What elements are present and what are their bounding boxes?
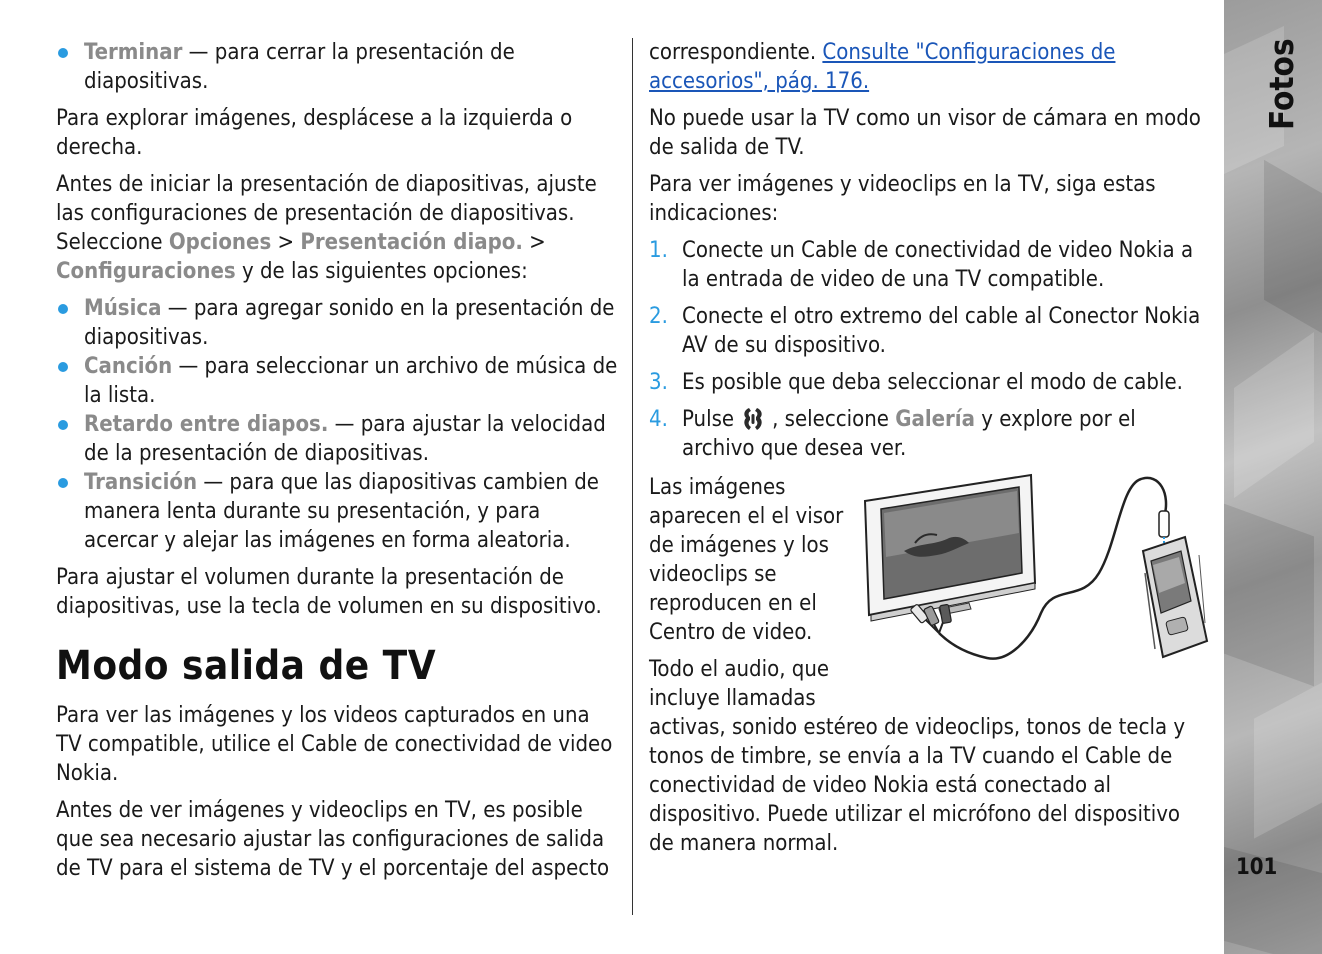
- list-item: [649, 302, 1211, 360]
- menu-term: Canción: [84, 354, 173, 379]
- section-heading: Modo salida de TV: [56, 643, 437, 689]
- tv-phone-illustration: [859, 473, 1211, 678]
- step-number: 3.: [649, 370, 668, 395]
- menu-term: Música: [84, 296, 162, 321]
- phone-icon: [1143, 537, 1207, 657]
- bullet-icon: [58, 304, 68, 314]
- column-divider: [632, 38, 633, 915]
- step-text: Pulse: [682, 407, 735, 432]
- tv-icon: [865, 475, 1035, 621]
- paragraph-steps-intro: Para ver imágenes y videoclips en la TV, siga estas indicaciones:: [649, 172, 1156, 226]
- menu-term: Transición: [84, 470, 198, 495]
- menu-term: Configuraciones: [56, 259, 236, 284]
- figure-side-text: [649, 473, 859, 713]
- left-column: [56, 38, 618, 891]
- step-number: 4.: [649, 407, 668, 432]
- list-item-text: — para ajustar la velocidad de la presentación de diapositivas.: [84, 412, 606, 466]
- bullet-icon: [58, 362, 68, 372]
- sidebar-facet: [1254, 681, 1322, 838]
- page-number: 101: [1236, 855, 1278, 880]
- menu-term: Terminar: [84, 40, 183, 65]
- step-text: Conecte el otro extremo del cable al Conector Nokia AV de su dispositivo.: [682, 304, 1201, 358]
- text-run: y de las siguientes opciones:: [235, 259, 528, 284]
- paragraph-tv-settings: Antes de ver imágenes y videoclips en TV, es posible que sea necesario ajustar las configuraciones de salida de TV para el sistema de TV y el porcentaje del aspecto: [56, 798, 610, 881]
- paragraph-viewfinder: No puede usar la TV como un visor de cámara en modo de salida de TV.: [649, 106, 1201, 160]
- step-number: 2.: [649, 304, 668, 329]
- paragraph-explore: Para explorar imágenes, desplácese a la izquierda o derecha.: [56, 106, 573, 160]
- bullet-list-terminar: [56, 38, 618, 96]
- menu-term: Galería: [895, 407, 975, 432]
- chapter-title: Fotos: [1262, 38, 1301, 130]
- paragraph-volume: Para ajustar el volumen durante la presentación de diapositivas, use la tecla de volumen en su dispositivo.: [56, 565, 602, 619]
- menu-key-icon: [740, 406, 766, 432]
- list-item: [649, 236, 1211, 294]
- right-column: [649, 38, 1211, 866]
- step-text: y explore por el archivo que desea ver.: [682, 407, 1136, 461]
- list-item-text: — para agregar sonido en la presentación de diapositivas.: [84, 296, 615, 350]
- list-item: [649, 368, 1211, 397]
- menu-separator: >: [271, 230, 301, 255]
- sidebar-facet: [1264, 160, 1322, 340]
- sidebar-facet: [1234, 332, 1314, 498]
- chapter-sidebar: [1224, 0, 1322, 954]
- step-number: 1.: [649, 238, 668, 263]
- list-item-text: — para cerrar la presentación de diapositivas.: [84, 40, 515, 94]
- text-run: correspondiente.: [649, 40, 823, 65]
- menu-separator: >: [522, 230, 546, 255]
- menu-term: Retardo entre diapos.: [84, 412, 329, 437]
- bullet-icon: [58, 478, 68, 488]
- options-list: [56, 294, 618, 555]
- step-text: Conecte un Cable de conectividad de video Nokia a la entrada de video de una TV compatible.: [682, 238, 1194, 292]
- list-item: [56, 38, 618, 96]
- paragraph-images: Las imágenes aparecen el el visor de imágenes y los videoclips se reproducen en el Centro de video.: [649, 475, 844, 645]
- list-item: [649, 405, 1211, 463]
- text-run: Antes de iniciar la presentación de diapositivas, ajuste las configuraciones de presentación de diapositivas. Seleccione: [56, 172, 597, 255]
- cross-reference-link[interactable]: Consulte "Configuraciones de accesorios", pág. 176.: [649, 40, 1116, 94]
- sidebar-facet: [1224, 504, 1314, 687]
- list-item-text: — para seleccionar un archivo de música de la lista.: [84, 354, 618, 408]
- menu-term: Presentación diapo.: [300, 230, 523, 255]
- figure-block: [649, 473, 1211, 713]
- bullet-icon: [58, 420, 68, 430]
- paragraph-audio-start: Todo el audio, que incluye llamadas: [649, 657, 830, 711]
- list-item: [56, 410, 618, 468]
- list-item: [56, 352, 618, 410]
- steps-list: [649, 236, 1211, 463]
- paragraph-audio-continued: activas, sonido estéreo de videoclips, tonos de tecla y tonos de timbre, se envía a la TV cuando el Cable de conectividad de video Nokia está conectado al dispositivo. Puede utilizar el micrófono del dispositivo de manera normal.: [649, 715, 1186, 856]
- step-text: Es posible que deba seleccionar el modo de cable.: [682, 370, 1183, 395]
- bullet-icon: [58, 48, 68, 58]
- paragraph-tv-intro: Para ver las imágenes y los videos capturados en una TV compatible, utilice el Cable de conectividad de video Nokia.: [56, 703, 613, 786]
- menu-term: Opciones: [168, 230, 272, 255]
- list-item: [56, 468, 618, 555]
- paragraph-before-slideshow: [56, 170, 618, 286]
- paragraph-continued: [649, 38, 1211, 96]
- step-text: , seleccione: [772, 407, 896, 432]
- list-item: [56, 294, 618, 352]
- list-item-text: — para que las diapositivas cambien de manera lenta durante su presentación, y para acercar y alejar las imágenes en forma aleatoria.: [84, 470, 599, 553]
